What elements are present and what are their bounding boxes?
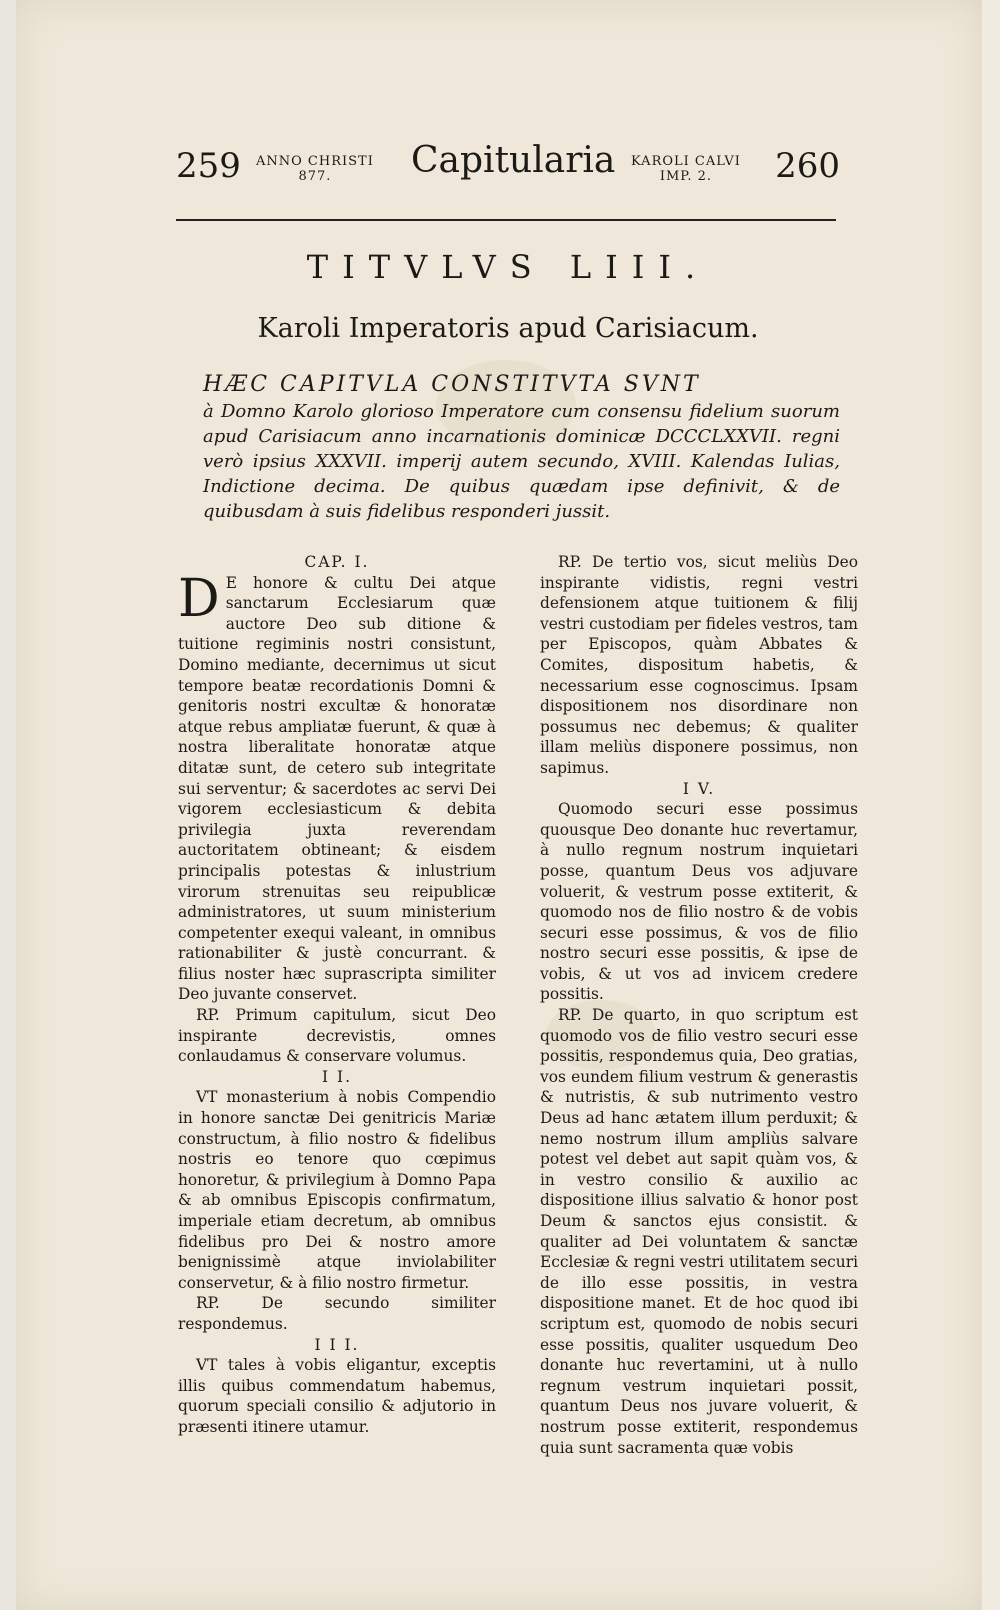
preamble — [203, 372, 840, 524]
left-column — [178, 552, 496, 1438]
rp-4: RP. De quarto, in quo scriptum est quomodo vos de filio vestro securi esse possitis, respondemus quia, Deo gratias, vos eundem filium vestrum & generastis & nutristis, & sub nutrimento vestro Deus ad hanc ætatem illum perduxit; & nemo nostrum illum ampliùs salvare potest vel debet aut sapit quàm vos, & in vestro consilio & auxilio ac dispositione illius salvatio & honor post Deum & sanctos ejus consistit. & qualiter ad Dei voluntatem & sanctæ Ecclesiæ & regni vestri utilitatem securi de illo esse possitis, in vestra dispositione manet. Et de hoc quod ibi scriptum est, quomodo de nobis securi esse possitis, qualiter usquedum Deo donante huc revertamini, ut à nullo regnum vestrum inquietari possit, quantum Deus nos juvare voluerit, & nostrum posse extiterit, respondemus quia sunt sacramenta quæ vobis — [540, 1006, 858, 1457]
right-page-number: 260 — [775, 146, 840, 186]
cap-2-heading: I I. — [322, 1067, 352, 1086]
right-running-head-line-2: IMP. 2. — [659, 169, 713, 184]
right-column — [540, 552, 858, 1458]
cap-4-text: Quomodo securi esse possimus quousque Deo donante huc revertamur, à nullo regnum nostrum inquietari posse, quantum Deus vos adjuvare voluerit, & vestrum posse extiterit, & quomodo nos de filio nostro & de vobis securi esse possimus, & vos de filio nostro securi esse possitis, & ipse de vobis, & ut vos ad invicem credere possitis. — [540, 800, 858, 1004]
drop-cap: D — [178, 568, 220, 629]
header-rule — [176, 219, 836, 221]
cap-1-heading: CAP. I. — [304, 553, 370, 571]
left-running-head — [256, 154, 374, 184]
preamble-text: à Domno Karolo glorioso Imperatore cum consensu fidelium suorum apud Carisiacum anno incarnationis dominicæ DCCCLXXVII. regni verò ipsius XXXVII. imperij autem secundo, XVIII. Kalendas Iulias, Indictione decima. De quibus quædam ipse definivit, & de quibusdam à suis fidelibus responderi jussit. — [203, 401, 840, 522]
left-page-number: 259 — [176, 146, 241, 186]
cap-4-heading: I V. — [682, 779, 716, 798]
cap-3-text: VT tales à vobis eligantur, exceptis illis quibus commendatum habemus, quorum speciali consilio & adjutorio in præsenti itinere utamur. — [178, 1356, 496, 1436]
running-header — [176, 140, 840, 190]
left-running-head-line-1: ANNO CHRISTI — [256, 154, 374, 169]
right-running-head-line-1: KAROLI CALVI — [631, 154, 741, 169]
preamble-head: HÆC CAPITVLA CONSTITVTA SVNT — [203, 372, 701, 397]
cap-3-heading: I I I. — [314, 1335, 360, 1354]
rp-1: RP. Primum capitulum, sicut Deo inspirante decrevistis, omnes conlaudamus & conservare volumus. — [178, 1006, 496, 1066]
header-title: Capitularia — [411, 140, 616, 181]
right-running-head — [631, 154, 741, 184]
rp-3: RP. De tertio vos, sicut meliùs Deo inspirante vidistis, regni vestri defensionem atque tuitionem & filij vestri custodiam per fideles vestros, tam per Episcopos, quàm Abbates & Comites, dispositum habetis, & necessarium esse cognoscimus. Ipsam dispositionem nos disordinare non possumus nec debemus; & qualiter illam meliùs disponere possimus, non sapimus. — [540, 553, 858, 777]
page-edge — [0, 0, 16, 1610]
left-running-head-line-2: 877. — [298, 169, 332, 184]
cap-2-text: VT monasterium à nobis Compendio in honore sanctæ Dei genitricis Mariæ constructum, à filio nostro & fidelibus nostris eo tenore quo cœpimus honoretur, & privilegium à Domno Papa & ab omnibus Episcopis confirmatum, imperiale etiam decretum, ab omnibus fidelibus pro Dei & nostro amore benignissimè atque inviolabiliter conservetur, & à filio nostro firmetur. — [178, 1088, 496, 1292]
cap-1-paragraph — [178, 568, 496, 1005]
cap-1-text: E honore & cultu Dei atque sanctarum Ecclesiarum quæ auctore Deo sub ditione & tuitione regiminis nostri consistunt, Domino mediante, decernimus ut sicut tempore beatæ recordationis Domni & genitoris nostri excultæ & honoratæ atque rebus ampliatæ fuerunt, & quæ à nostra liberalitate honoratæ atque ditatæ sunt, de cetero sub integritate sui serventur; & sacerdotes ac servi Dei vigorem ecclesiasticum & debita privilegia juxta reverendam auctoritatem obtineant; & eisdem principalis potestas & inlustrium virorum strenuitas seu reipublicæ administratores, ut suum ministerium competenter exequi valeant, in omnibus rationabiliter & justè concurrant. & filius noster hæc suprascripta similiter Deo juvante conservet. — [178, 573, 496, 1004]
rp-2: RP. De secundo similiter respondemus. — [178, 1294, 496, 1333]
titulus-heading: TITVLVS LIII. — [306, 248, 710, 286]
subtitle: Karoli Imperatoris apud Carisiacum. — [257, 313, 759, 344]
